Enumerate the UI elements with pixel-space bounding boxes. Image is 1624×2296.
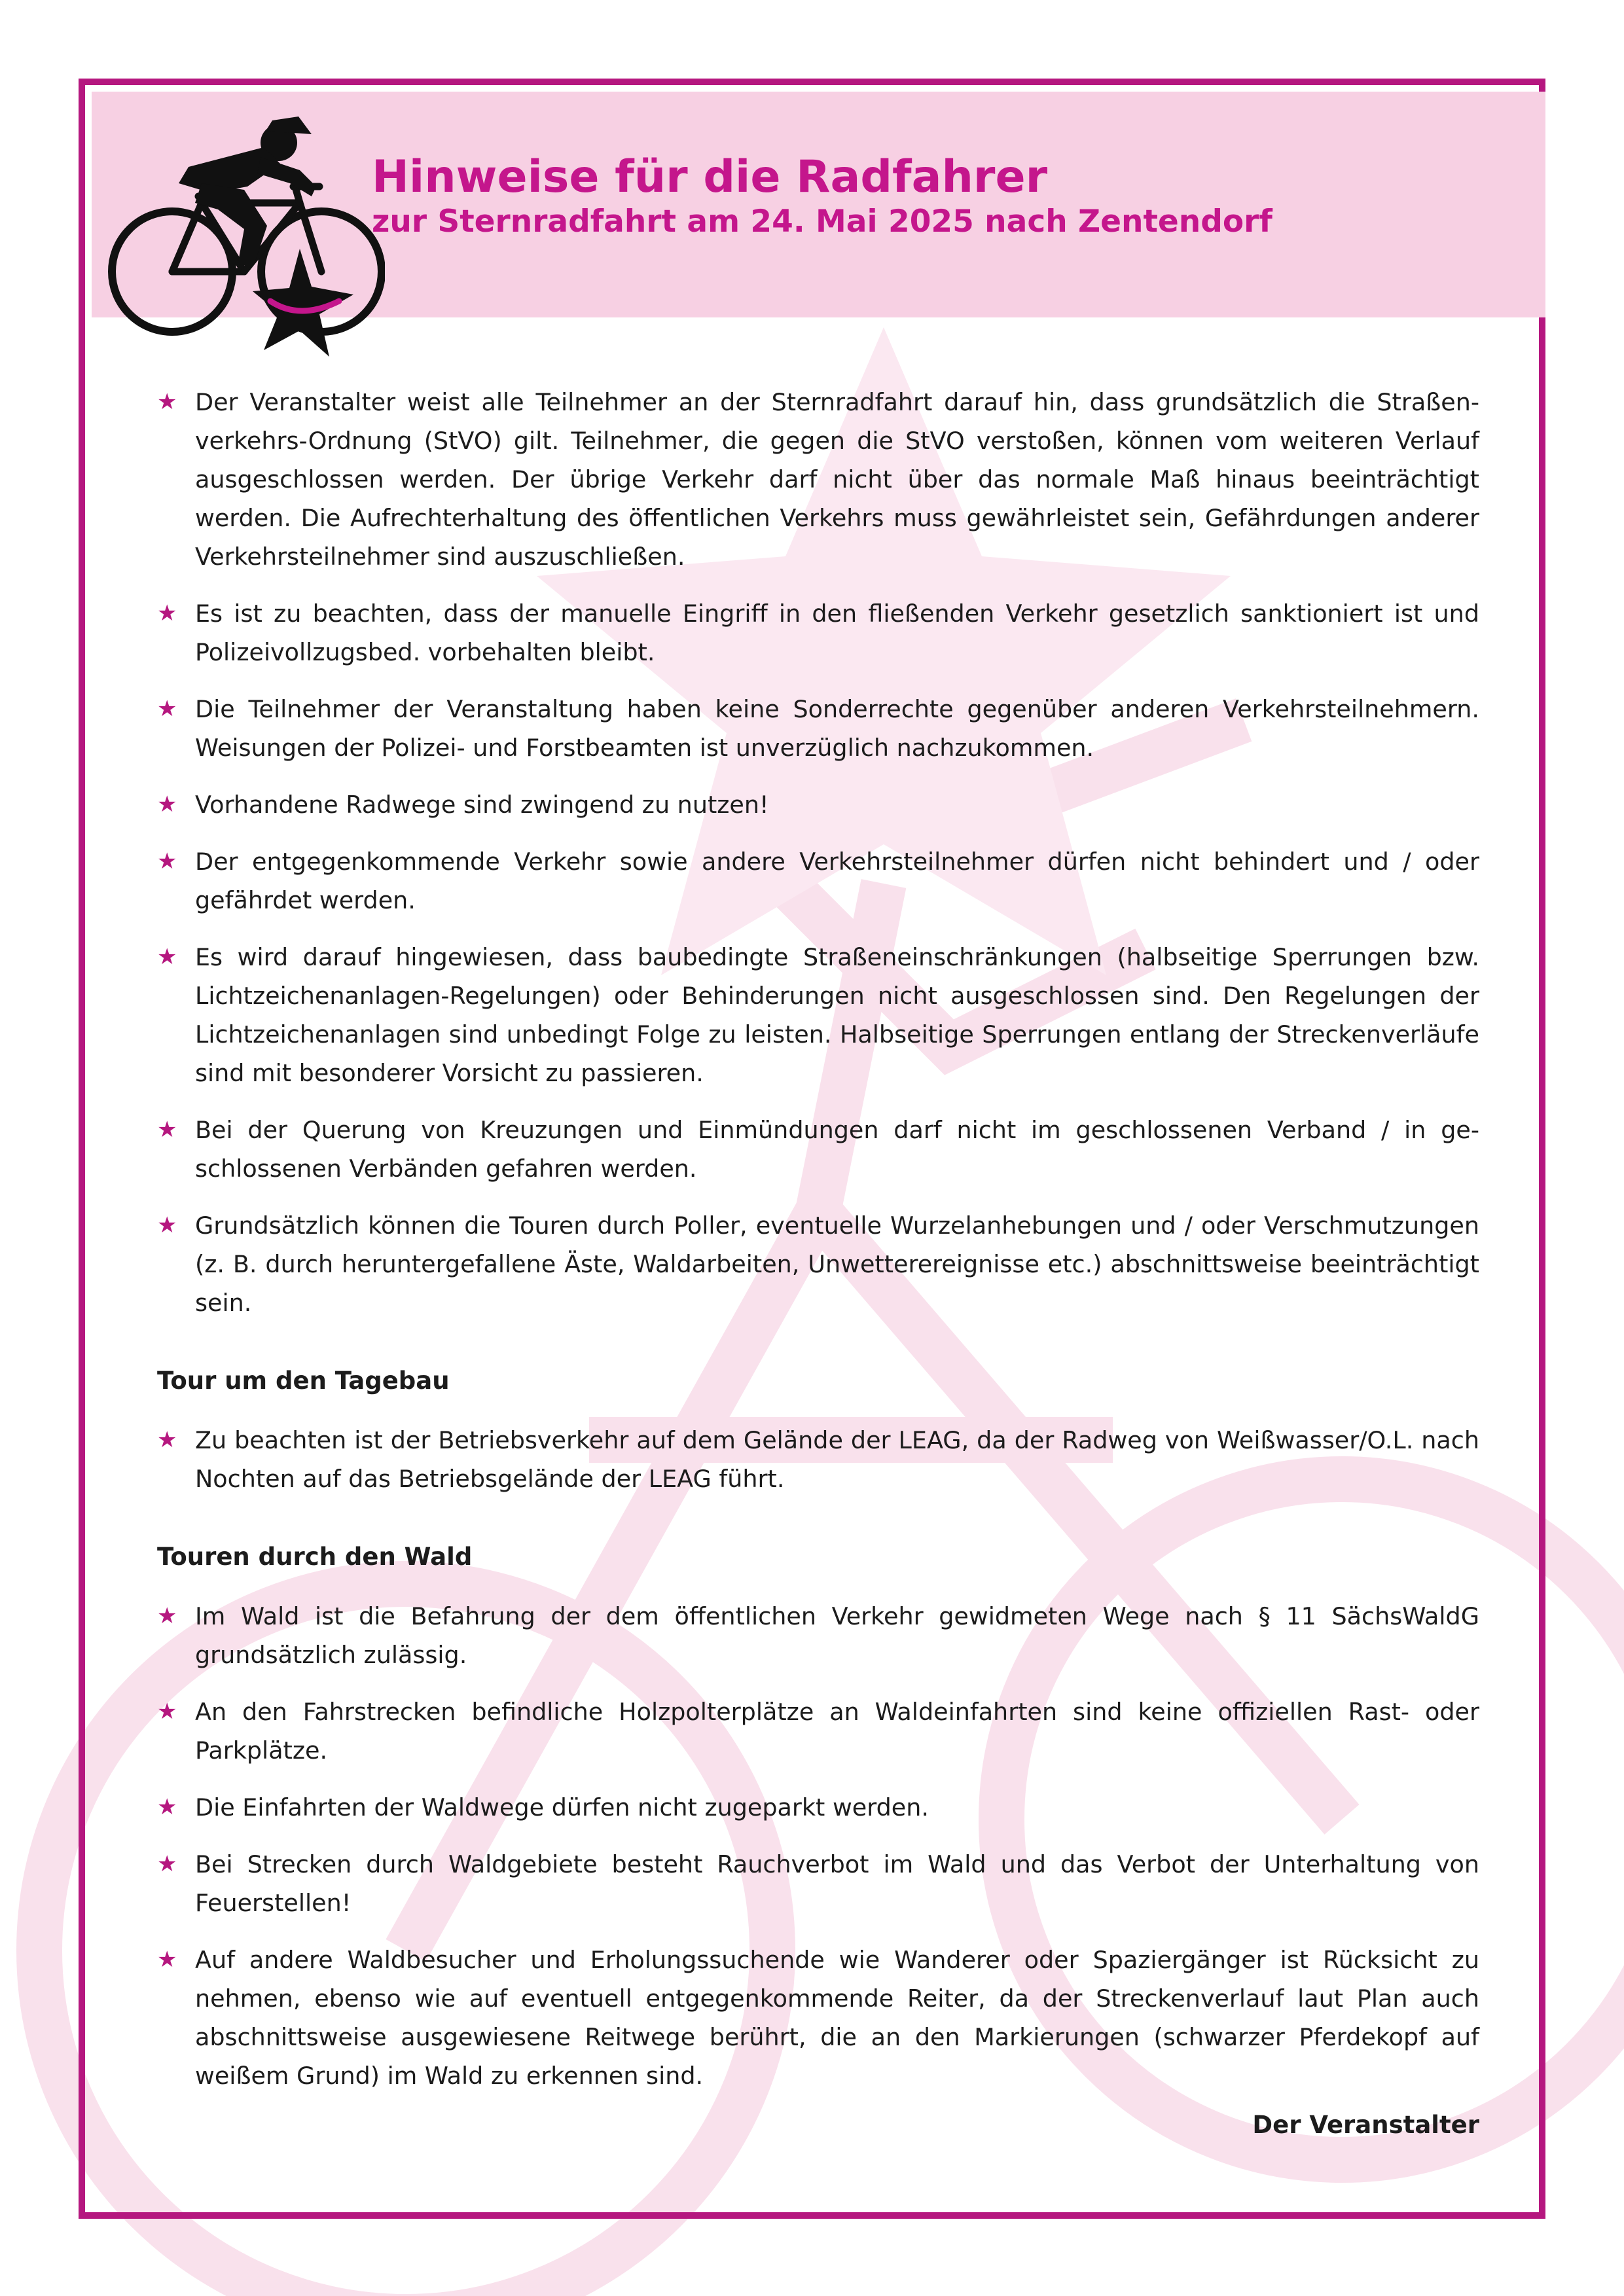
star-bullet-icon: ★ xyxy=(157,1698,177,1725)
star-bullet-icon: ★ xyxy=(157,696,177,722)
page-subtitle: zur Sternradfahrt am 24. Mai 2025 nach Zentendorf xyxy=(372,204,1272,240)
list-item: ★ Die Einfahrten der Waldwege dürfen nicht zugeparkt werden. xyxy=(157,1788,1479,1827)
list-item: ★ Es wird darauf hingewiesen, dass baubedingte Straßeneinschränkungen (halbseitige Sperrungen bzw. Lichtzeichenanlagen-Regelungen) oder Behinderungen nicht ausgeschlossen sind. Den Regelungen der Lichtzeichenanlagen sind unbedingt Folge zu leisten. Halbseitige Sperrungen entlang der Streckenverläufe sind mit besonderer Vorsicht zu passieren. xyxy=(157,938,1479,1092)
content xyxy=(157,383,1479,2144)
list-item: ★ Vorhandene Radwege sind zwingend zu nutzen! xyxy=(157,785,1479,824)
list-item: ★ Zu beachten ist der Betriebsverkehr auf dem Gelände der LEAG, da der Radweg von Weißwasser/O.L. nach Nochten auf das Betriebsgelände der LEAG führt. xyxy=(157,1421,1479,1498)
star-bullet-icon: ★ xyxy=(157,1851,177,1877)
list-item: ★ Bei der Querung von Kreuzungen und Einmündungen darf nicht im geschlossenen Verband / in geschlossenen Verbänden gefahren werden. xyxy=(157,1111,1479,1188)
list-item: ★ Grundsätzlich können die Touren durch Poller, eventuelle Wurzelanhebungen und / oder Verschmutzungen (z. B. durch heruntergefallene Äste, Waldarbeiten, Unwetterereignisse etc.) abschnittsweise beeinträchtigt sein. xyxy=(157,1206,1479,1322)
title-block xyxy=(372,151,1485,240)
general-list xyxy=(157,383,1479,1322)
page-frame xyxy=(79,79,1545,2219)
star-bullet-icon: ★ xyxy=(157,1603,177,1629)
signature: Der Veranstalter xyxy=(1252,2111,1479,2139)
section-heading-tagebau: Tour um den Tagebau xyxy=(157,1367,450,1395)
star-bullet-icon: ★ xyxy=(157,1212,177,1238)
star-bullet-icon: ★ xyxy=(157,944,177,970)
tagebau-list xyxy=(157,1421,1479,1498)
star-bullet-icon: ★ xyxy=(157,600,177,626)
list-item: ★ Es ist zu beachten, dass der manuelle Eingriff in den fließenden Verkehr gesetzlich sanktioniert ist und Polizeivollzugsbed. vorbehalten bleibt. xyxy=(157,594,1479,672)
star-bullet-icon: ★ xyxy=(157,848,177,874)
list-item: ★ Bei Strecken durch Waldgebiete besteht Rauchverbot im Wald und das Verbot der Unterhaltung von Feuerstellen! xyxy=(157,1845,1479,1922)
wald-list xyxy=(157,1597,1479,2095)
list-item: ★ An den Fahrstrecken befindliche Holzpolterplätze an Waldeinfahrten sind keine offiziellen Rast- oder Parkplätze. xyxy=(157,1693,1479,1770)
star-bullet-icon: ★ xyxy=(157,1794,177,1820)
page-title: Hinweise für die Radfahrer xyxy=(372,151,1048,203)
list-item: ★ Auf andere Waldbesucher und Erholungssuchende wie Wanderer oder Spaziergänger ist Rücksicht zu nehmen, ebenso wie auf eventuell entgegenkommende Reiter, da der Streckenverlauf laut Plan auch abschnittsweise ausgewiesene Reitwege berührt, die an den Markierungen (schwarzer Pferdekopf auf weißem Grund) im Wald zu erkennen sind. xyxy=(157,1941,1479,2095)
list-item: ★ Die Teilnehmer der Veranstaltung haben keine Sonderrechte gegenüber anderen Verkehrsteilnehmern. Weisungen der Polizei- und Forstbeamten ist unverzüglich nachzukommen. xyxy=(157,690,1479,767)
star-bullet-icon: ★ xyxy=(157,389,177,415)
star-bullet-icon: ★ xyxy=(157,791,177,817)
cyclist-with-star-icon xyxy=(103,105,385,367)
section-heading-wald: Touren durch den Wald xyxy=(157,1543,473,1571)
list-item: ★ Der entgegenkommende Verkehr sowie andere Verkehrsteilnehmer dürfen nicht behindert und / oder gefährdet werden. xyxy=(157,842,1479,920)
star-bullet-icon: ★ xyxy=(157,1427,177,1453)
star-bullet-icon: ★ xyxy=(157,1117,177,1143)
star-bullet-icon: ★ xyxy=(157,1946,177,1973)
list-item: ★ Der Veranstalter weist alle Teilnehmer an der Sternradfahrt darauf hin, dass grundsätzlich die Straßenverkehrs-Ordnung (StVO) gilt. Teilnehmer, die gegen die StVO verstoßen, können vom weiteren Verlauf ausgeschlossen werden. Der übrige Verkehr darf nicht über das normale Maß hinaus beeinträchtigt werden. Die Aufrechterhaltung des öffentlichen Verkehrs muss gewährleistet sein, Gefährdungen anderer Verkehrsteilnehmer sind auszuschließen. xyxy=(157,383,1479,576)
list-item: ★ Im Wald ist die Befahrung der dem öffentlichen Verkehr gewidmeten Wege nach § 11 SächsWaldG grundsätzlich zulässig. xyxy=(157,1597,1479,1674)
